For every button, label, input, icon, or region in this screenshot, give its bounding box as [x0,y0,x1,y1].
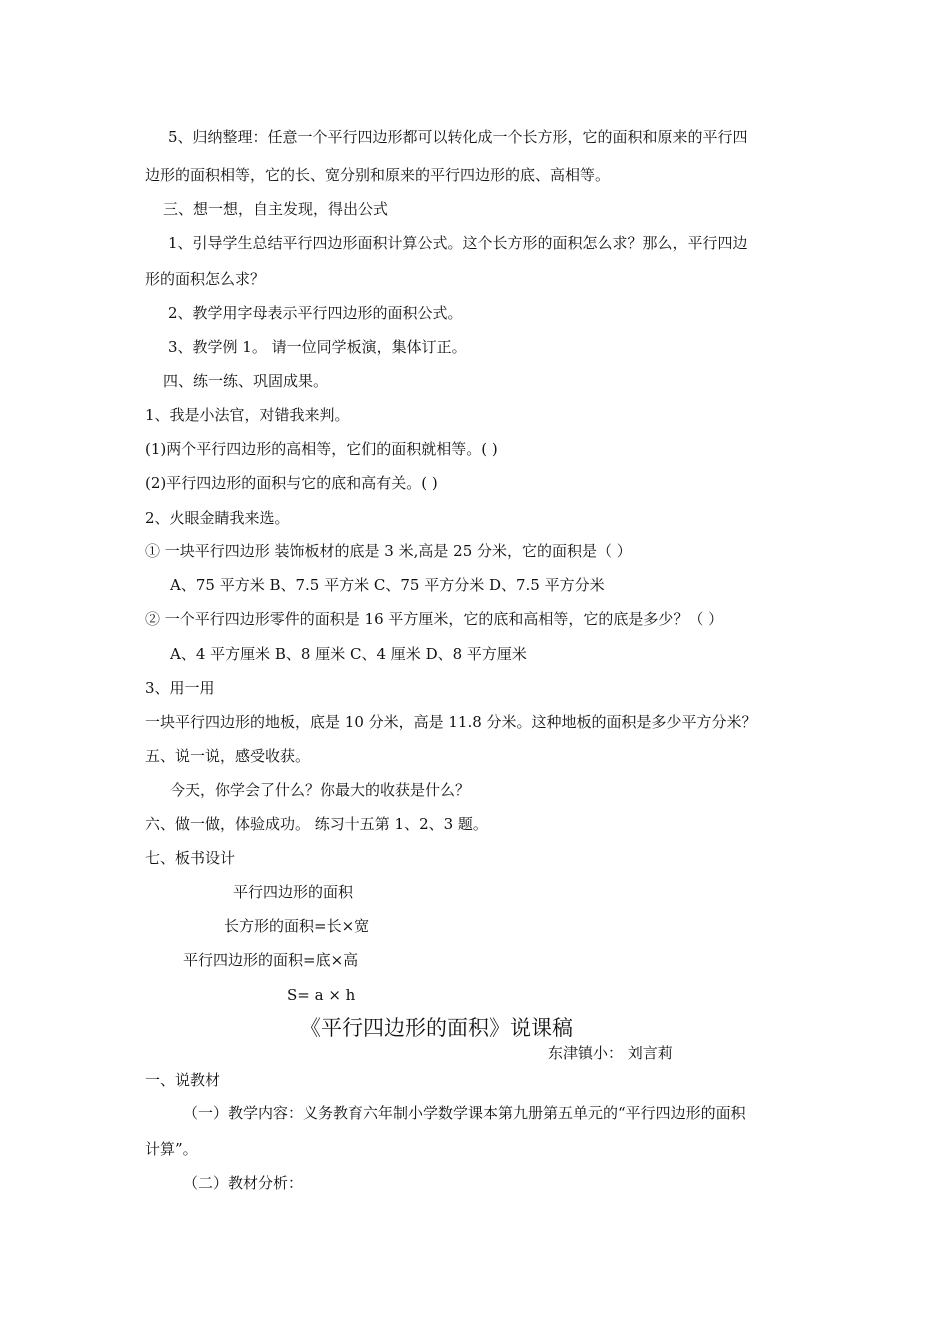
board-line: 长方形的面积=长×宽 [224,917,370,935]
text-line: (1)两个平行四边形的高相等，它们的面积就相等。( ) [145,440,498,458]
text-line: A、4 平方厘米 B、8 厘米 C、4 厘米 D、8 平方厘米 [170,645,527,663]
text-line: 边形的面积相等，它的长、宽分别和原来的平行四边形的底、高相等。 [145,166,611,184]
text-line: 2、教学用字母表示平行四边形的面积公式。 [168,304,463,322]
text-line: 5、归纳整理：任意一个平行四边形都可以转化成一个长方形，它的面积和原来的平行四 [168,128,748,146]
board-line: 平行四边形的面积 [233,883,354,901]
section-heading: 三、想一想，自主发现，得出公式 [163,200,389,218]
document-title: 《平行四边形的面积》说课稿 [300,1016,573,1040]
text-line: (2)平行四边形的面积与它的底和高有关。( ) [145,474,438,492]
text-line: 1、引导学生总结平行四边形面积计算公式。这个长方形的面积怎么求？那么，平行四边 [168,234,748,252]
author-line: 东津镇小： 刘言莉 [548,1044,673,1062]
board-line: 平行四边形的面积=底×高 [183,951,359,969]
text-line: 1、我是小法官，对错我来判。 [145,406,350,424]
text-line: 形的面积怎么求？ [145,270,266,288]
section-heading: 一、说教材 [145,1071,221,1089]
text-line: 3、用一用 [145,679,215,697]
text-line: 一块平行四边形的地板，底是 10 分米，高是 11.8 分米。这种地板的面积是多少平方分米？ [145,713,757,731]
section-heading: 五、说一说，感受收获。 [145,747,311,765]
board-formula: S= a × h [287,986,356,1004]
text-line: （一）教学内容：义务教育六年制小学数学课本第九册第五单元的“平行四边形的面积 [183,1104,746,1122]
text-line: 今天，你学会了什么？你最大的收获是什么？ [170,781,471,799]
text-line: 3、教学例 1。 请一位同学板演，集体订正。 [168,338,467,356]
section-heading: 六、做一做，体验成功。 练习十五第 1、2、3 题。 [145,815,488,833]
text-line: 2、火眼金睛我来选。 [145,509,290,527]
text-line: （二）教材分析： [183,1174,304,1192]
section-heading: 四、练一练、巩固成果。 [163,372,329,390]
section-heading: 七、板书设计 [145,849,236,867]
text-line: A、75 平方米 B、7.5 平方米 C、75 平方分米 D、7.5 平方分米 [170,576,605,594]
text-line: ② 一个平行四边形零件的面积是 16 平方厘米，它的底和高相等，它的底是多少？（ ） [145,610,724,628]
text-line: 计算”。 [145,1140,198,1158]
text-line: ① 一块平行四边形 装饰板材的底是 3 米,高是 25 分米，它的面积是（ ） [145,542,632,560]
